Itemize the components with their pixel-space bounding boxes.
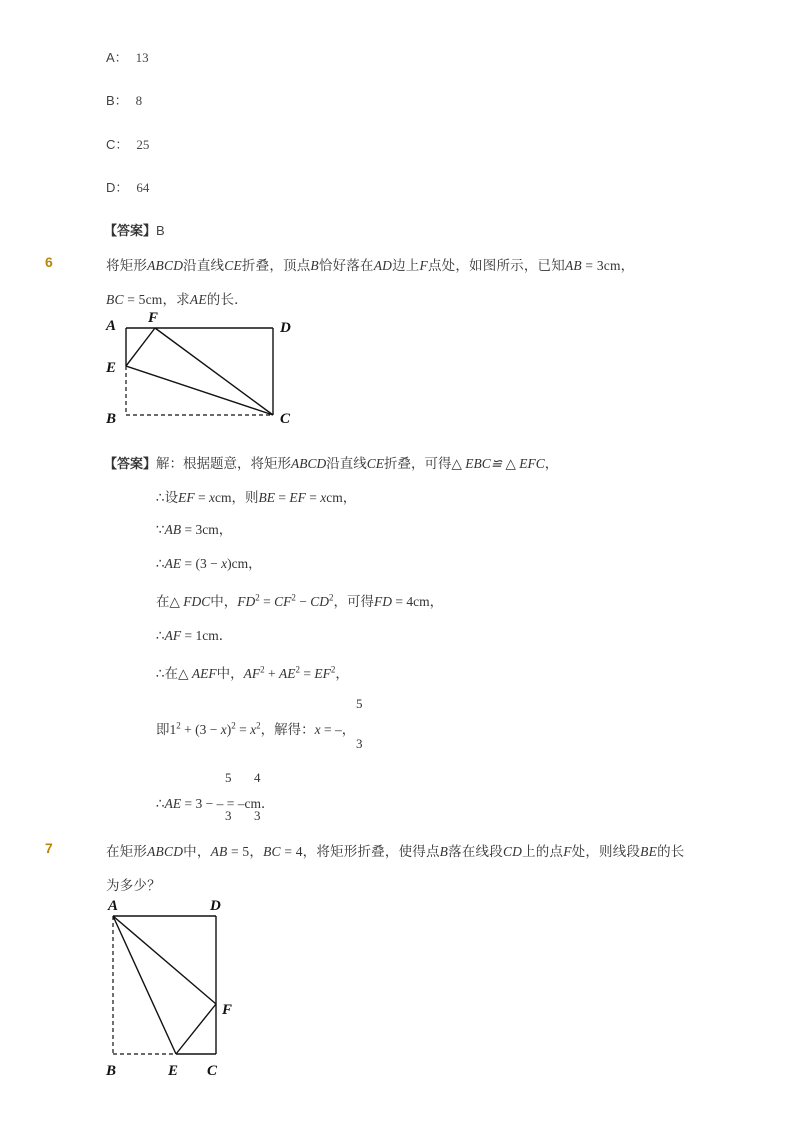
q6-solution-line2: ∴设EF = xcm，则BE = EF = xcm， — [156, 490, 357, 505]
q7-text-line2: 为多少？ — [106, 878, 161, 893]
option-value: 8 — [135, 93, 143, 108]
option-letter: A： — [106, 50, 128, 65]
segment-fc — [155, 328, 273, 415]
option-b[interactable] — [106, 90, 142, 109]
label-e: E — [106, 360, 117, 376]
option-a[interactable] — [106, 47, 149, 66]
label-b: B — [106, 411, 117, 427]
option-letter: C： — [106, 137, 129, 152]
q6-solution-line9: ∴AE = 3 − – = –cm． — [156, 796, 275, 811]
q7-figure — [100, 892, 270, 1084]
label-c: C — [207, 1063, 218, 1079]
q6-figure — [100, 306, 300, 431]
q6-solution-line3: ∵AB = 3cm， — [156, 522, 233, 537]
q6-text-line1: 将矩形ABCD沿直线CE折叠，顶点B恰好落在AD边上F点处，如图所示，已知AB = 3cm， — [106, 258, 635, 273]
q6-solution-line5: 在△ FDC中，$FD^2 = CF^2 - CD^2$，可得FD = 4cm， — [156, 592, 444, 609]
fraction-numerator: 5 — [356, 696, 363, 711]
label-f: F — [148, 310, 159, 326]
fraction-denominator: 3 — [254, 808, 261, 823]
label-d: D — [210, 898, 221, 914]
answer-tag: 【答案】 — [104, 223, 157, 238]
label-d: D — [280, 320, 291, 336]
q6-solution-line6: ∴AF = 1cm． — [156, 628, 233, 643]
question-number-7: 7 — [45, 840, 53, 856]
label-e: E — [168, 1063, 179, 1079]
q6-solution-line1: 【答案】解：根据题意，将矩形ABCD沿直线CE折叠，可得△ EBC≌ △ EFC， — [104, 456, 559, 471]
segment-ef — [126, 328, 155, 366]
label-a: A — [106, 318, 117, 334]
segment-ec — [126, 366, 273, 415]
label-a: A — [108, 898, 119, 914]
label-c: C — [280, 411, 291, 427]
fraction-numerator: 4 — [254, 770, 261, 785]
q6-solution-line7: ∴在△ AEF中，$AF^2 + AE^2 = EF^2$， — [156, 664, 349, 681]
answer-value: B — [156, 223, 165, 238]
option-value: 64 — [136, 180, 150, 195]
segment-af — [113, 916, 216, 1004]
label-f: F — [222, 1002, 233, 1018]
fraction-denominator: 3 — [356, 736, 363, 751]
answer-q5 — [104, 220, 165, 240]
q6-solution-line8: 即$1^2 + (3 - x)^2 = x^2$，解得：x = –， — [156, 720, 356, 737]
question-number-6: 6 — [45, 254, 53, 270]
fraction-denominator: 3 — [225, 808, 232, 823]
option-value: 25 — [136, 137, 150, 152]
option-value: 13 — [135, 50, 149, 65]
q6-solution-line4: ∴AE = (3 − x)cm， — [156, 556, 262, 571]
label-b: B — [106, 1063, 117, 1079]
option-d[interactable] — [106, 177, 149, 196]
q7-text-line1: 在矩形ABCD中，AB = 5，BC = 4，将矩形折叠，使得点B落在线段CD上的点F处，则线段BE的长 — [106, 844, 685, 859]
answer-tag: 【答案】 — [104, 456, 157, 471]
segment-ae — [113, 916, 176, 1054]
option-c[interactable] — [106, 134, 149, 153]
segment-ef — [176, 1004, 216, 1054]
q6-text-line2: BC = 5cm，求AE的长． — [106, 292, 248, 307]
option-letter: B： — [106, 93, 128, 108]
option-letter: D： — [106, 180, 129, 195]
fraction-numerator: 5 — [225, 770, 232, 785]
